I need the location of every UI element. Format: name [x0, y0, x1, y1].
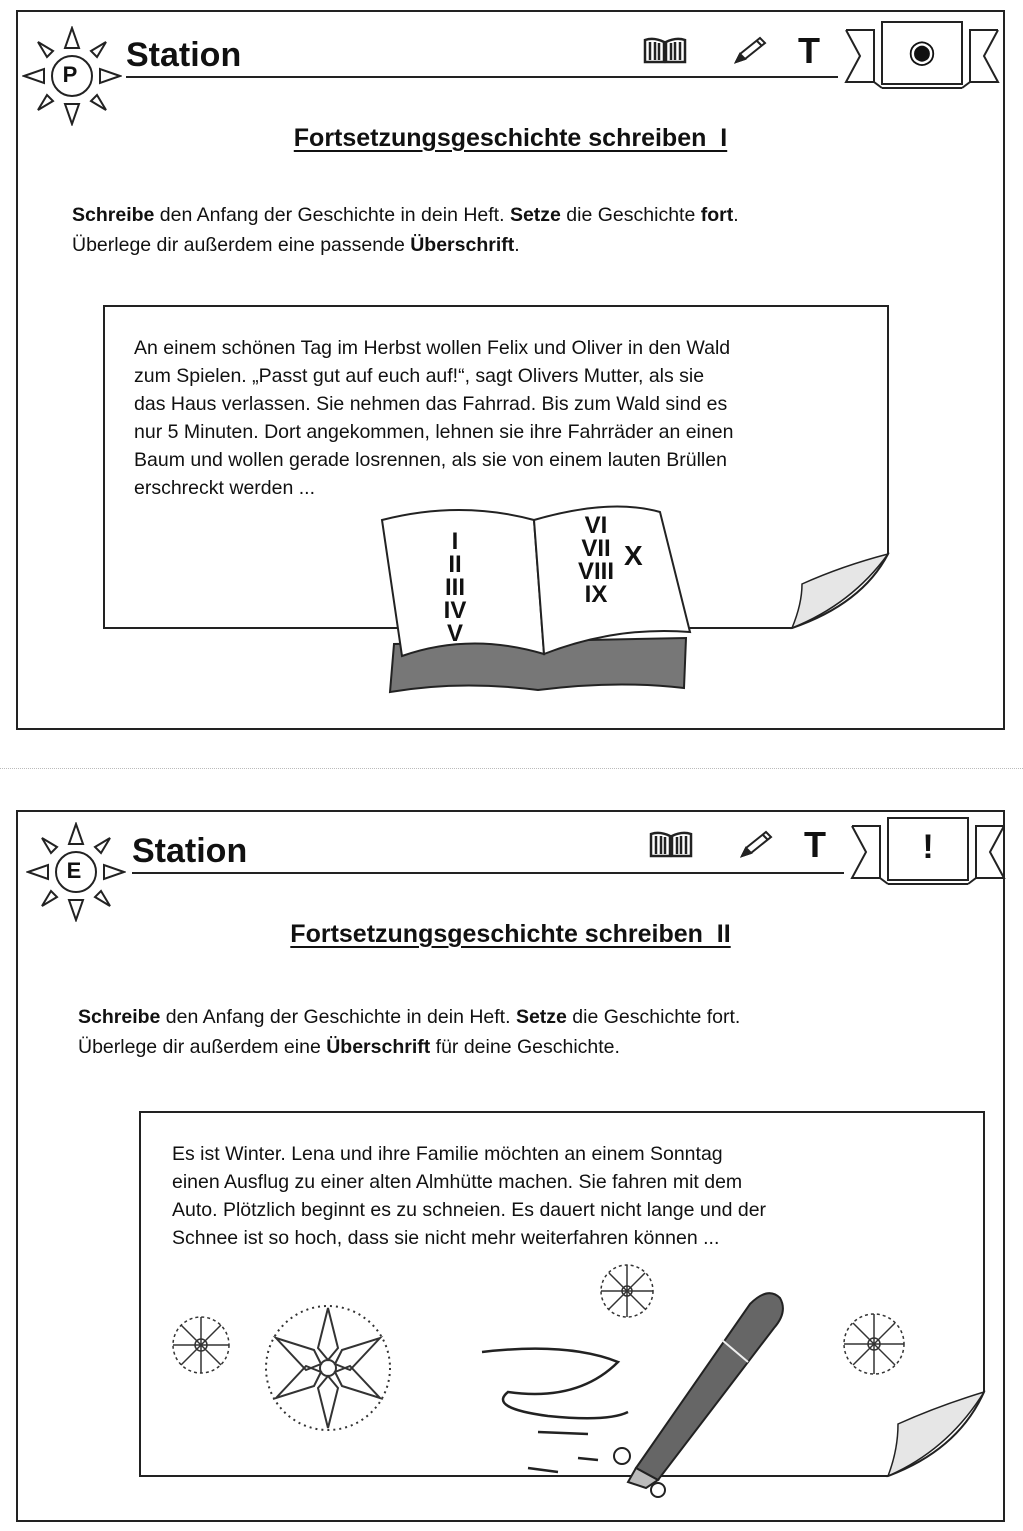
pencil-icon	[730, 34, 770, 68]
card-subtitle: Fortsetzungsgeschichte schreiben I	[293, 124, 728, 152]
cut-line	[0, 768, 1023, 769]
instruction-text: Schreibe den Anfang der Geschichte in dein Heft. Setze die Geschichte fort. Überlege dir außerdem eine passende Überschrift.	[72, 204, 739, 256]
snowflake-icon	[168, 1312, 234, 1378]
book-numeral-x: X	[624, 540, 643, 571]
snowflake-icon	[838, 1308, 910, 1380]
flag-exclamation-icon: !	[922, 828, 934, 866]
text-icon: T	[804, 824, 826, 865]
card-subtitle: Fortsetzungsgeschichte schreiben II	[290, 920, 731, 948]
story-text: An einem schönen Tag im Herbst wollen Felix und Oliver in den Wald zum Spielen. „Passt gut auf euch auf!“, sagt Olivers Mutter, als sie das Haus verlassen. Sie nehmen das Fahrrad. Bis zum Wald sind es nur 5 Minuten. Dort angekommen, lehnen sie ihre Fahrräder an einen Baum und wollen gerade losrennen, als sie von einem lauten Brüllen erschreckt werden ...	[134, 337, 734, 499]
story-text: Es ist Winter. Lena und ihre Familie möchten an einem Sonntag einen Ausflug zu einer alten Almhütte machen. Sie fahren mit dem Auto. Plötzlich beginnt es zu schneien. Es dauert nicht lange und der Schnee ist so hoch, dass sie nicht mehr weiterfahren können ...	[172, 1143, 767, 1249]
text-icon: T	[798, 30, 820, 71]
station-card-1	[16, 10, 1005, 730]
flag-target-icon: ◉	[908, 33, 936, 69]
book-numerals-left: I II III IV V	[443, 528, 467, 647]
pen-scribble-illustration	[478, 1282, 798, 1502]
header-underline	[126, 76, 838, 78]
large-snowflake-icon	[262, 1302, 394, 1434]
book-icon	[648, 830, 694, 860]
header-underline	[132, 872, 844, 874]
book-icon	[642, 36, 688, 66]
sun-letter: E	[66, 858, 82, 883]
instruction-text: Schreibe den Anfang der Geschichte in dein Heft. Setze die Geschichte fort. Überlege dir außerdem eine Überschrift für deine Geschichte.	[78, 1006, 741, 1058]
station-title: Station	[132, 832, 248, 870]
open-book-illustration	[380, 504, 694, 700]
sun-letter: P	[62, 62, 78, 87]
book-numerals-right: VI VII VIII IX	[577, 512, 614, 608]
station-title: Station	[126, 36, 242, 74]
station-card-2	[16, 810, 1005, 1522]
pencil-icon	[736, 828, 776, 862]
